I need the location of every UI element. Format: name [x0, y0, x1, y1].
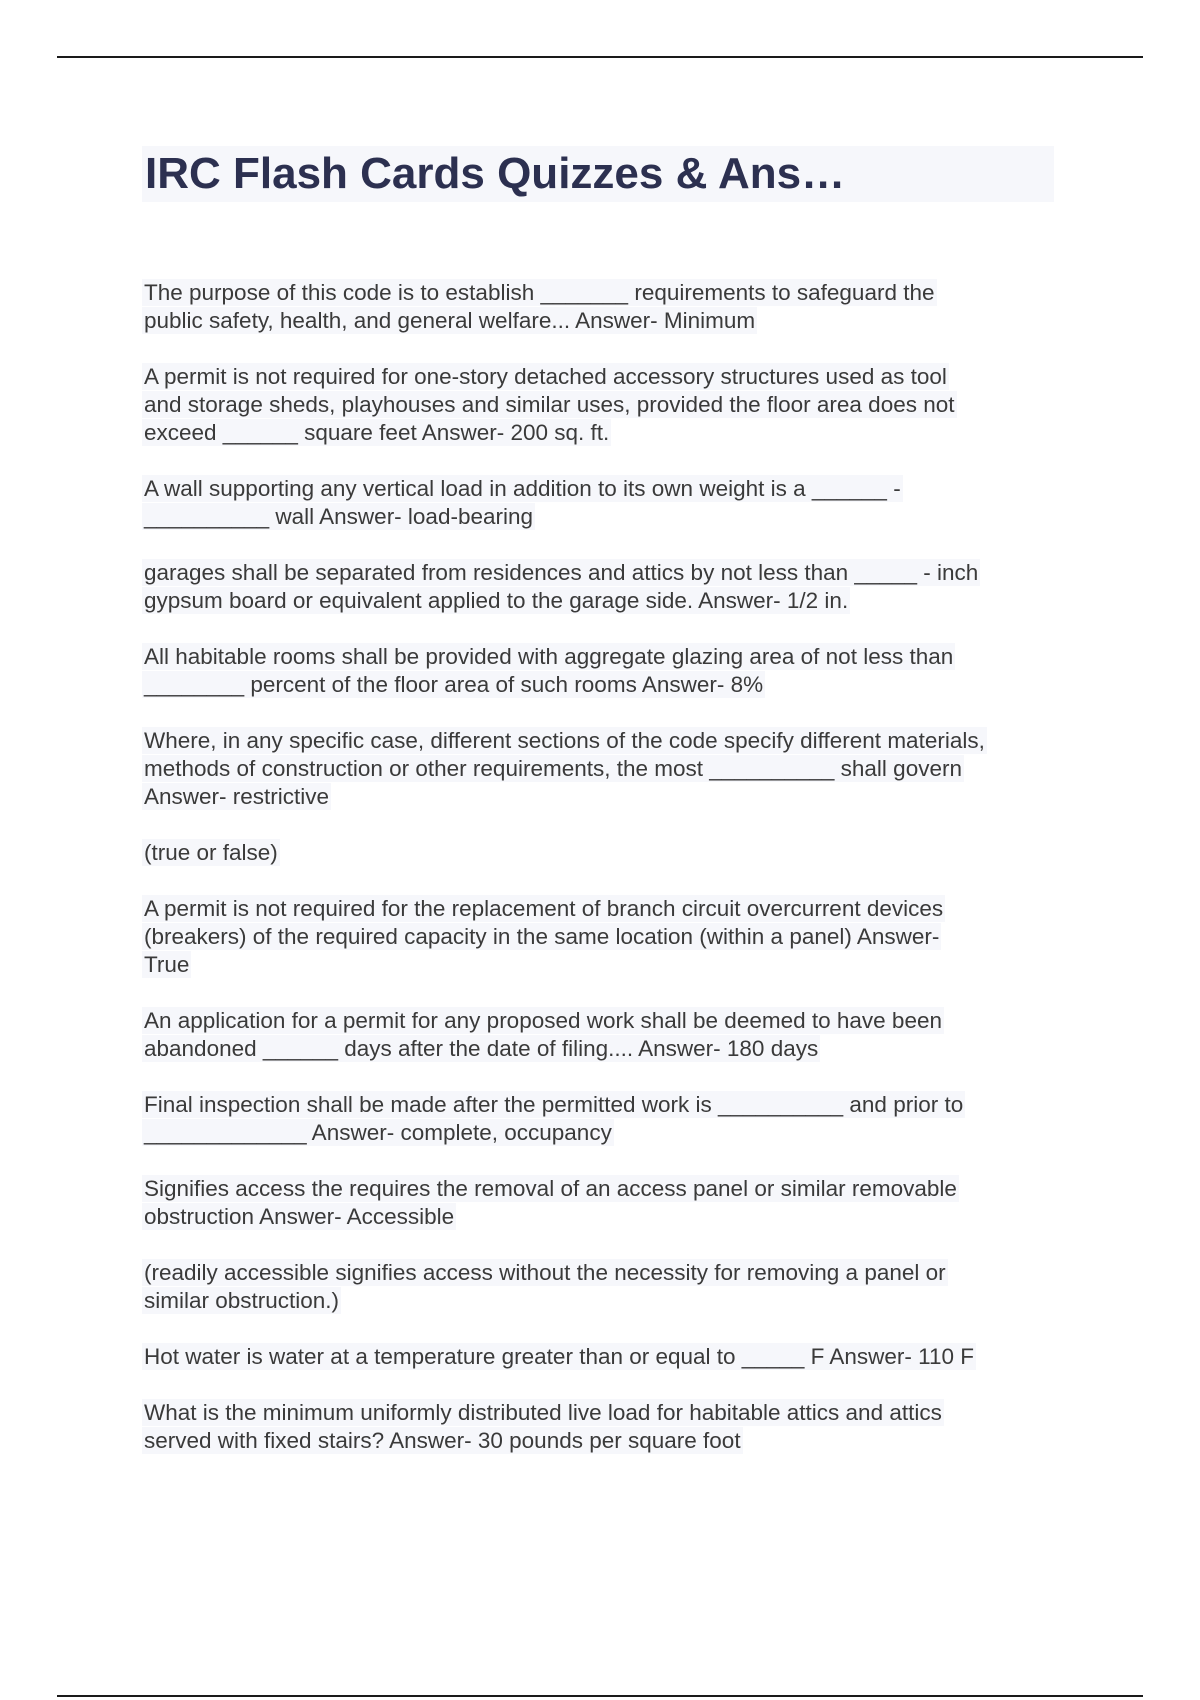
flashcard-text: Final inspection shall be made after the permitted work is __________ and prior to _____________ Answer- complete, occupancy — [144, 1092, 964, 1145]
flashcard-text: The purpose of this code is to establish _______ requirements to safeguard the public safety, health, and general welfare... Answer- Minimum — [144, 280, 935, 333]
flashcard-text: A permit is not required for one-story detached accessory structures used as tool and storage sheds, playhouses and similar uses, provided the floor area does not exceed ______ square feet Answer- 200 sq. ft. — [144, 364, 955, 445]
flashcard-item — [142, 279, 1062, 335]
flashcard-item — [142, 895, 1062, 979]
flashcard-item — [142, 1175, 1062, 1231]
flashcard-text: A wall supporting any vertical load in addition to its own weight is a ______ - __________ wall Answer- load-bearing — [144, 476, 901, 529]
flashcard-item — [142, 1007, 1062, 1063]
title-banner — [142, 146, 1054, 202]
flashcard-text: What is the minimum uniformly distributed live load for habitable attics and attics served with fixed stairs? Answer- 30 pounds per square foot — [144, 1400, 942, 1453]
flashcard-text: Where, in any specific case, different sections of the code specify different materials, methods of construction or other requirements, the most __________ shall govern Answer- restrictive — [144, 728, 985, 809]
flashcard-item — [142, 1343, 1062, 1371]
flashcard-item — [142, 643, 1062, 699]
flashcard-item — [142, 1091, 1062, 1147]
flashcard-list — [142, 279, 1062, 1483]
flashcard-text: (readily accessible signifies access without the necessity for removing a panel or similar obstruction.) — [144, 1260, 946, 1313]
flashcard-note — [142, 839, 1062, 867]
flashcard-item — [142, 363, 1062, 447]
flashcard-text: garages shall be separated from residences and attics by not less than _____ - inch gypsum board or equivalent applied to the garage side. Answer- 1/2 in. — [144, 560, 979, 613]
bottom-divider — [57, 1695, 1143, 1697]
flashcard-item — [142, 475, 1062, 531]
flashcard-text: Signifies access the requires the removal of an access panel or similar removable obstruction Answer- Accessible — [144, 1176, 957, 1229]
flashcard-text: All habitable rooms shall be provided with aggregate glazing area of not less than ________ percent of the floor area of such rooms Answer- 8% — [144, 644, 954, 697]
flashcard-item — [142, 727, 1062, 811]
flashcard-text: (true or false) — [144, 840, 278, 865]
flashcard-note — [142, 1259, 1062, 1315]
flashcard-item — [142, 559, 1062, 615]
flashcard-text: Hot water is water at a temperature greater than or equal to _____ F Answer- 110 F — [144, 1344, 975, 1369]
flashcard-text: An application for a permit for any proposed work shall be deemed to have been abandoned ______ days after the date of filing.... Answer- 180 days — [144, 1008, 942, 1061]
top-divider — [57, 56, 1143, 58]
flashcard-item — [142, 1399, 1062, 1455]
flashcard-text: A permit is not required for the replacement of branch circuit overcurrent devices (breakers) of the required capacity in the same location (within a panel) Answer- True — [144, 896, 944, 977]
page-title: IRC Flash Cards Quizzes & Ans… — [145, 149, 846, 198]
